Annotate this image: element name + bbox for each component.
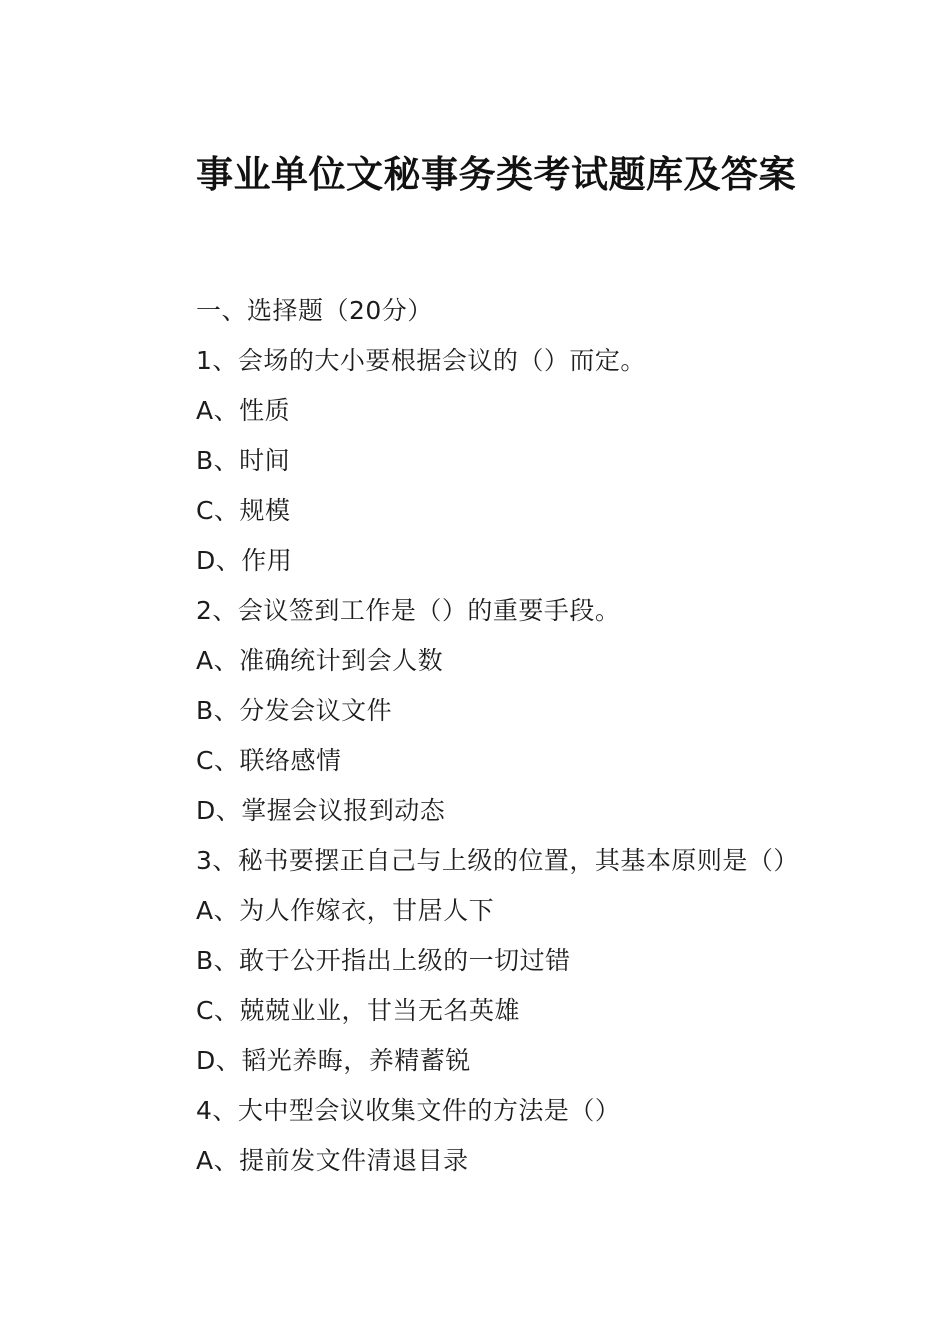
question-2-option-b: B、分发会议文件 [196, 696, 393, 725]
question-3-option-c: C、兢兢业业，甘当无名英雄 [196, 996, 520, 1025]
question-3-text: 3、秘书要摆正自己与上级的位置，其基本原则是（） [196, 846, 799, 875]
question-2-option-c: C、联络感情 [196, 746, 342, 775]
question-1-text: 1、会场的大小要根据会议的（）而定。 [196, 346, 646, 375]
question-3-option-b: B、敢于公开指出上级的一切过错 [196, 946, 571, 975]
section-heading: 一、选择题（20分） [196, 296, 433, 325]
question-1-option-d: D、作用 [196, 546, 293, 575]
page-title: 事业单位文秘事务类考试题库及答案 [196, 153, 796, 196]
question-2-option-d: D、掌握会议报到动态 [196, 796, 446, 825]
question-3-option-a: A、为人作嫁衣，甘居人下 [196, 896, 495, 925]
question-2-option-a: A、准确统计到会人数 [196, 646, 444, 675]
question-list [196, 286, 800, 1186]
question-2-text: 2、会议签到工作是（）的重要手段。 [196, 596, 621, 625]
question-3-option-d: D、韬光养晦，养精蓄锐 [196, 1046, 471, 1075]
question-1-option-a: A、性质 [196, 396, 291, 425]
question-1-option-b: B、时间 [196, 446, 291, 475]
question-4-text: 4、大中型会议收集文件的方法是（） [196, 1096, 621, 1125]
question-1-option-c: C、规模 [196, 496, 291, 525]
question-4-option-a: A、提前发文件清退目录 [196, 1146, 469, 1175]
